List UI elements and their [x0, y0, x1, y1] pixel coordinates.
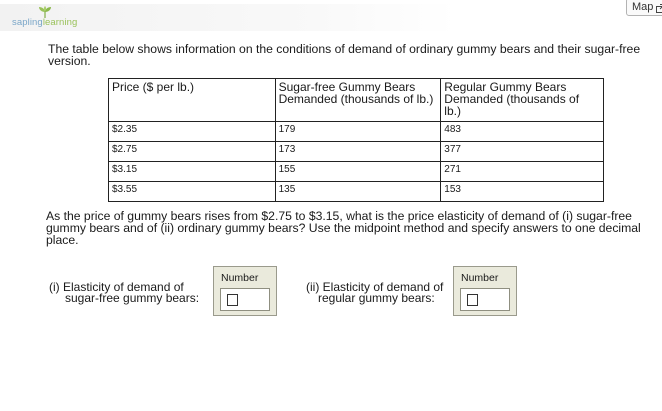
- question-text: As the price of gummy bears rises from $2.75 to $3.15, what is the price elasticity of demand of (i) sugar-free gummy bears and of (ii) ordinary gummy bears? Use the midpoint method and specify answers to one decimal place.: [46, 209, 641, 247]
- external-link-icon: [656, 4, 662, 13]
- table-row: [109, 122, 604, 142]
- regular-label-line1: (ii) Elasticity of demand of: [306, 280, 444, 294]
- regular-number-box: [453, 266, 517, 316]
- price-cell: $3.55: [109, 182, 276, 202]
- price-cell: $2.75: [109, 142, 276, 162]
- regular-cell: 271: [441, 162, 604, 182]
- demand-table: [108, 78, 604, 202]
- sugar-free-cell: 173: [275, 142, 441, 162]
- sugar-free-cell: 135: [275, 182, 441, 202]
- regular-elasticity-input[interactable]: [467, 294, 478, 306]
- regular-cell: 483: [441, 122, 604, 142]
- regular-elasticity-label: [306, 282, 443, 304]
- number-caption: Number: [221, 272, 259, 284]
- number-well: [460, 288, 510, 311]
- regular-cell: 153: [441, 182, 604, 202]
- logo-wordmark: [12, 17, 77, 28]
- problem-intro-text: The table below shows information on the conditions of demand of ordinary gummy bears and their sugar-free version.: [48, 42, 641, 68]
- map-button[interactable]: [626, 0, 662, 16]
- price-cell: $3.15: [109, 162, 276, 182]
- sugar-free-elasticity-input[interactable]: [227, 294, 238, 306]
- sugar-free-column-header: Sugar-free Gummy Bears Demanded (thousands of lb.): [275, 79, 441, 122]
- sugar-free-elasticity-label: [49, 282, 199, 304]
- regular-column-header: Regular Gummy Bears Demanded (thousands of lb.): [441, 79, 604, 122]
- logo-learning-text: learning: [42, 17, 78, 28]
- table-row: [109, 182, 604, 202]
- price-column-header: Price ($ per lb.): [109, 79, 276, 122]
- sugar-free-cell: 179: [275, 122, 441, 142]
- logo-sapling-text: sapling: [12, 17, 43, 28]
- sugar-free-number-box: [213, 266, 277, 316]
- table-row: [109, 162, 604, 182]
- sugar-free-label-line1: (i) Elasticity of demand of: [49, 280, 184, 294]
- regular-label-line2: regular gummy bears:: [318, 291, 435, 305]
- price-cell: $2.35: [109, 122, 276, 142]
- map-button-label: Map: [632, 1, 654, 13]
- sugar-free-label-line2: sugar-free gummy bears:: [65, 291, 200, 305]
- number-caption: Number: [461, 272, 499, 284]
- number-well: [220, 288, 270, 311]
- regular-cell: 377: [441, 142, 604, 162]
- table-header-row: [109, 79, 604, 122]
- sugar-free-cell: 155: [275, 162, 441, 182]
- table-row: [109, 142, 604, 162]
